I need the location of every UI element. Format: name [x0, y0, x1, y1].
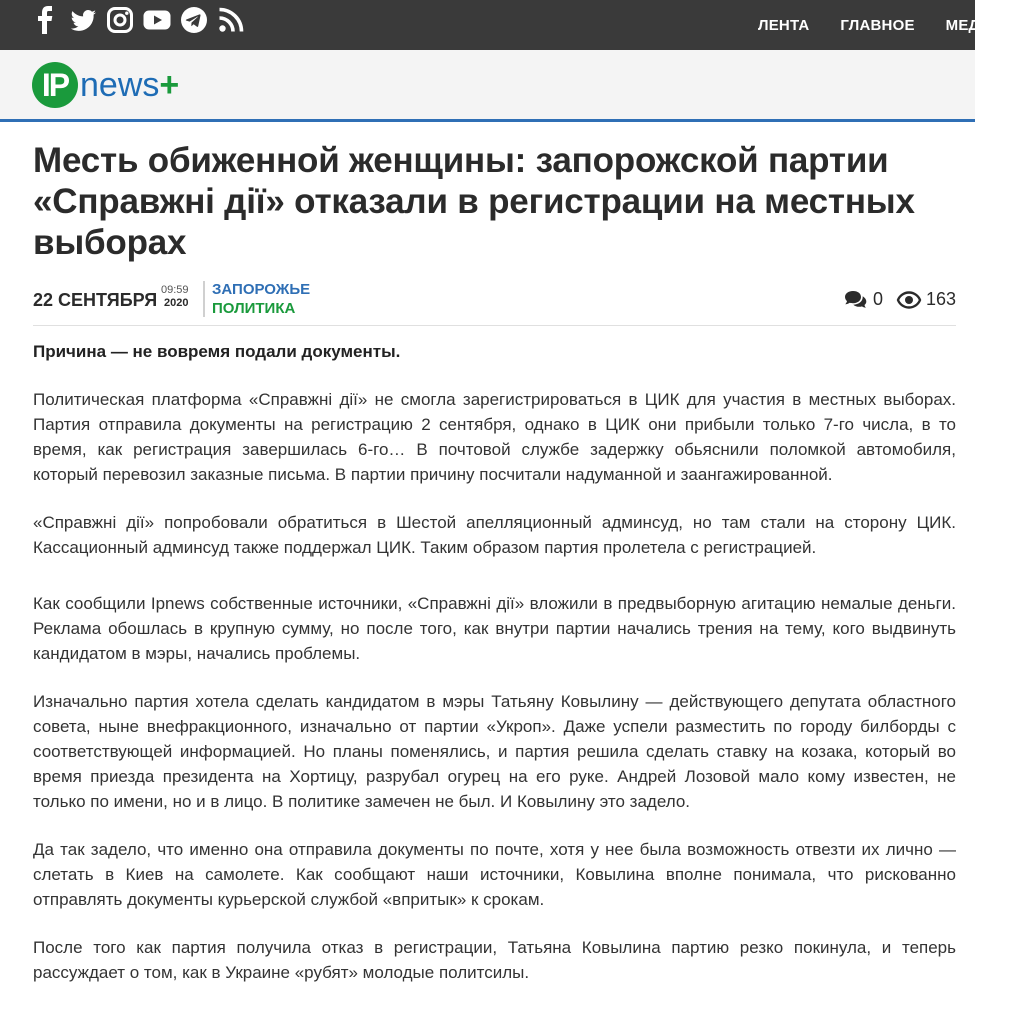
views-count: 163 — [925, 289, 956, 309]
logo-bar — [0, 50, 975, 122]
article-stats — [844, 289, 956, 310]
youtube-icon[interactable] — [143, 6, 171, 34]
article-time — [161, 284, 189, 310]
article-year: 2020 — [164, 297, 189, 309]
article-paragraph: Политическая платформа «Справжні дії» не смогла зарегистрироваться в ЦИК для участия в местных выборах. Партия отправила документы на регистрацию 2 сентября, однако в ЦИК они прибыли только 7-го числа, в то время, как регистрация завершилась 6-го… В почтовой службе задержку обьяснили поломкой автомобиля, который перевозил заказные письма. В партии причину посчитали надуманной и заангажированной. — [33, 390, 956, 484]
article-date: 22 СЕНТЯБРЯ — [33, 290, 158, 310]
article-time-value: 09:59 — [161, 284, 189, 296]
article-title: Месть обиженной женщины: запорожской партии «Справжні дії» отказали в регистрации на местных выборах — [33, 141, 915, 262]
instagram-icon[interactable] — [106, 6, 134, 34]
telegram-icon[interactable] — [180, 6, 208, 34]
logo-news-text: news — [80, 66, 160, 104]
article-lead: Причина — не вовремя подали документы. — [33, 342, 401, 361]
article-categories — [212, 280, 310, 318]
logo-plus-text: + — [159, 66, 180, 104]
logo-ip-text: IP — [41, 67, 69, 103]
category-link-politika[interactable]: ПОЛИТИКА — [212, 300, 296, 317]
meta-divider — [203, 281, 205, 317]
article-meta — [33, 281, 956, 317]
social-links — [32, 6, 245, 34]
main-nav — [758, 0, 1032, 50]
category-link-zaporozhye[interactable]: ЗАПОРОЖЬЕ — [212, 281, 311, 298]
nav-item-lenta[interactable]: ЛЕНТА — [758, 16, 810, 34]
comments-counter[interactable] — [844, 289, 883, 310]
article-paragraph: «Справжні дії» попробовали обратиться в Шестой апелляционный админсуд, но там стали на сторону ЦИК. Кассационный админсуд также поддержал ЦИК. Таким образом партия пролетела с регистрацией. — [33, 513, 956, 557]
comments-count: 0 — [872, 289, 883, 309]
article-paragraph: Как сообщили Ipnews собственные источники, «Справжні дії» вложили в предвыборную агитацию немалые деньги. Реклама обошлась в крупную сумму, но после того, как внутри партии начались трения на тему, кого выдвинуть кандидатом в мэры, начались проблемы. — [33, 594, 956, 663]
eye-icon — [897, 291, 921, 309]
facebook-icon[interactable] — [32, 6, 60, 34]
rss-icon[interactable] — [217, 6, 245, 34]
twitter-icon[interactable] — [69, 6, 97, 34]
views-counter — [897, 289, 956, 310]
site-logo[interactable] — [32, 62, 179, 108]
article-paragraph: Да так задело, что именно она отправила документы по почте, хотя у нее была возможность отвезти их лично — слетать в Киев на самолете. Как сообщают наши источники, Ковылина вполне понимала, что рискованно отправлять документы курьерской службой «впритык» к срокам. — [33, 840, 956, 909]
nav-item-media[interactable]: МЕДИА — [945, 16, 1002, 34]
top-bar — [0, 0, 1002, 50]
logo-badge — [32, 62, 78, 108]
article-paragraph: После того как партия получила отказ в регистрации, Татьяна Ковылина партию резко покинула, и теперь рассуждает о том, как в Украине «рубят» молодые политсилы. — [33, 938, 956, 982]
nav-item-glavnoe[interactable]: ГЛАВНОЕ — [840, 16, 915, 34]
article — [33, 140, 956, 985]
comments-icon — [844, 290, 868, 310]
article-paragraph: Изначально партия хотела сделать кандидатом в мэры Татьяну Ковылину — действующего депутата областного совета, ныне внефракционного, изначально от партии «Укроп». Даже успели разместить по городу билборды с соответствующей информацией. Но планы поменялись, и партия решила сделать ставку на козака, который во время приезда президента на Хортицу, разрубал огурец на его руке. Андрей Лозовой мало кому известен, не только по имени, но и в лицо. В политике замечен не был. И Ковылину это задело. — [33, 692, 956, 811]
meta-separator — [33, 325, 956, 326]
